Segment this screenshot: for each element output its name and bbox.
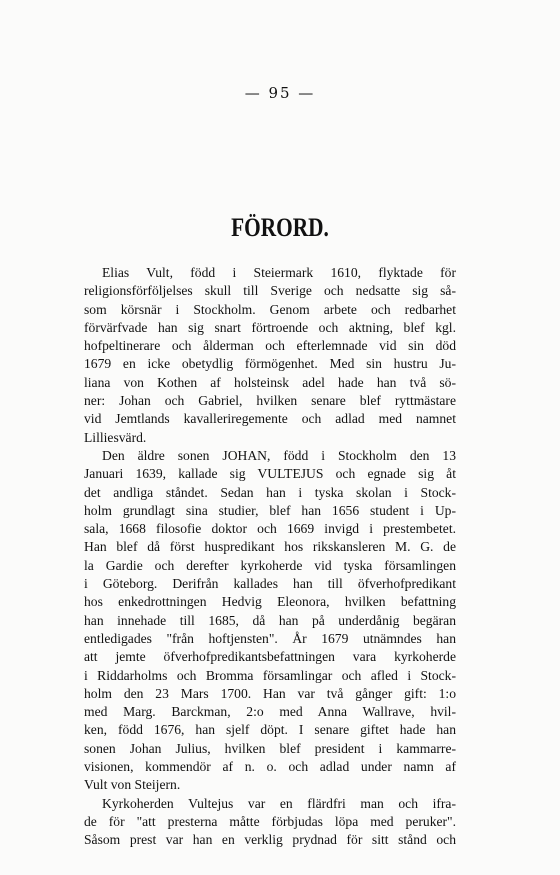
text-line: holm den 23 Mars 1700. Han var två gånger gift: 1:o — [84, 685, 456, 701]
text-line: visionen, kommendör af n. o. och adlad under namn af — [84, 759, 456, 775]
text-line: entledigades "från hoftjensten". År 1679 utnämndes han — [84, 630, 456, 646]
text-line: vid Jemtlands kavalleriregemente och adlad med namnet — [84, 411, 456, 427]
text-line: som körsnär i Stockholm. Genom arbete och redbarhet — [84, 301, 456, 317]
text-line: Elias Vult, född i Steiermark 1610, flyktade för — [102, 265, 456, 280]
text-line: ner: Johan och Gabriel, hvilken senare blef ryttmästare — [84, 393, 456, 409]
text-line: hofpeltinerare och ålderman och efterlemnade vid sin död — [84, 338, 456, 354]
text-line: 1679 en icke obetydlig förmögenhet. Med sin hustru Ju- — [84, 356, 456, 372]
text-line: sonen Johan Julius, hvilken blef president i kammarre- — [84, 740, 456, 756]
text-line: Januari 1639, kallade sig VULTEJUS och egnade sig åt — [84, 466, 456, 482]
text-line: sala, 1668 filosofie doktor och 1669 invigd i prestembetet. — [84, 521, 456, 537]
text-line: holm grundlagt sina studier, blef han 1656 student i Up- — [84, 502, 456, 518]
text-line: med Marg. Barckman, 2:o med Anna Wallrave, hvil- — [84, 704, 456, 720]
text-line: Såsom prest var han en verklig prydnad för sitt stånd och — [84, 832, 456, 848]
text-line: la Gardie och derefter kyrkoherde vid tyska församlingen — [84, 557, 456, 573]
text-line: att jemte öfverhofpredikantsbefattningen vara kyrkoherde — [84, 649, 456, 665]
text-line: ken, född 1676, han sjelf döpt. I senare giftet hade han — [84, 722, 456, 738]
text-line: förvärfvade han sig snart förtroende och aktning, blef kgl. — [84, 319, 456, 335]
text-line: Lilliesvärd. — [84, 429, 147, 445]
text-line: i Riddarholms och Bromma församlingar och afled i Stock- — [84, 667, 456, 683]
text-line: religionsförföljelses skull till Sverige och nedsatte sig så- — [84, 283, 456, 299]
body-text — [84, 264, 456, 850]
text-line: Han blef då först huspredikant hos rikskansleren M. G. de — [84, 539, 456, 555]
text-line: det andliga ståndet. Sedan han i tyska skolan i Stock- — [84, 484, 456, 500]
page-heading: FÖRORD. — [231, 213, 329, 242]
text-line: liana von Kothen af holsteinsk adel hade han två sö- — [84, 374, 456, 390]
text-line: han innehade till 1685, då han på underdånig begäran — [84, 612, 456, 628]
text-line: Kyrkoherden Vultejus var en flärdfri man och ifra- — [102, 795, 456, 811]
text-line: Vult von Steijern. — [84, 777, 181, 793]
text-line: i Göteborg. Derifrån kallades han till öfverhofpredikant — [84, 576, 456, 592]
page-number: — 95 — — [244, 84, 316, 102]
text-line: Den äldre sonen JOHAN, född i Stockholm den 13 — [102, 447, 456, 463]
text-line: hos enkedrottningen Hedvig Eleonora, hvilken befattning — [84, 594, 456, 610]
text-line: de för "att presterna måtte förbjudas löpa med peruker". — [84, 813, 456, 829]
